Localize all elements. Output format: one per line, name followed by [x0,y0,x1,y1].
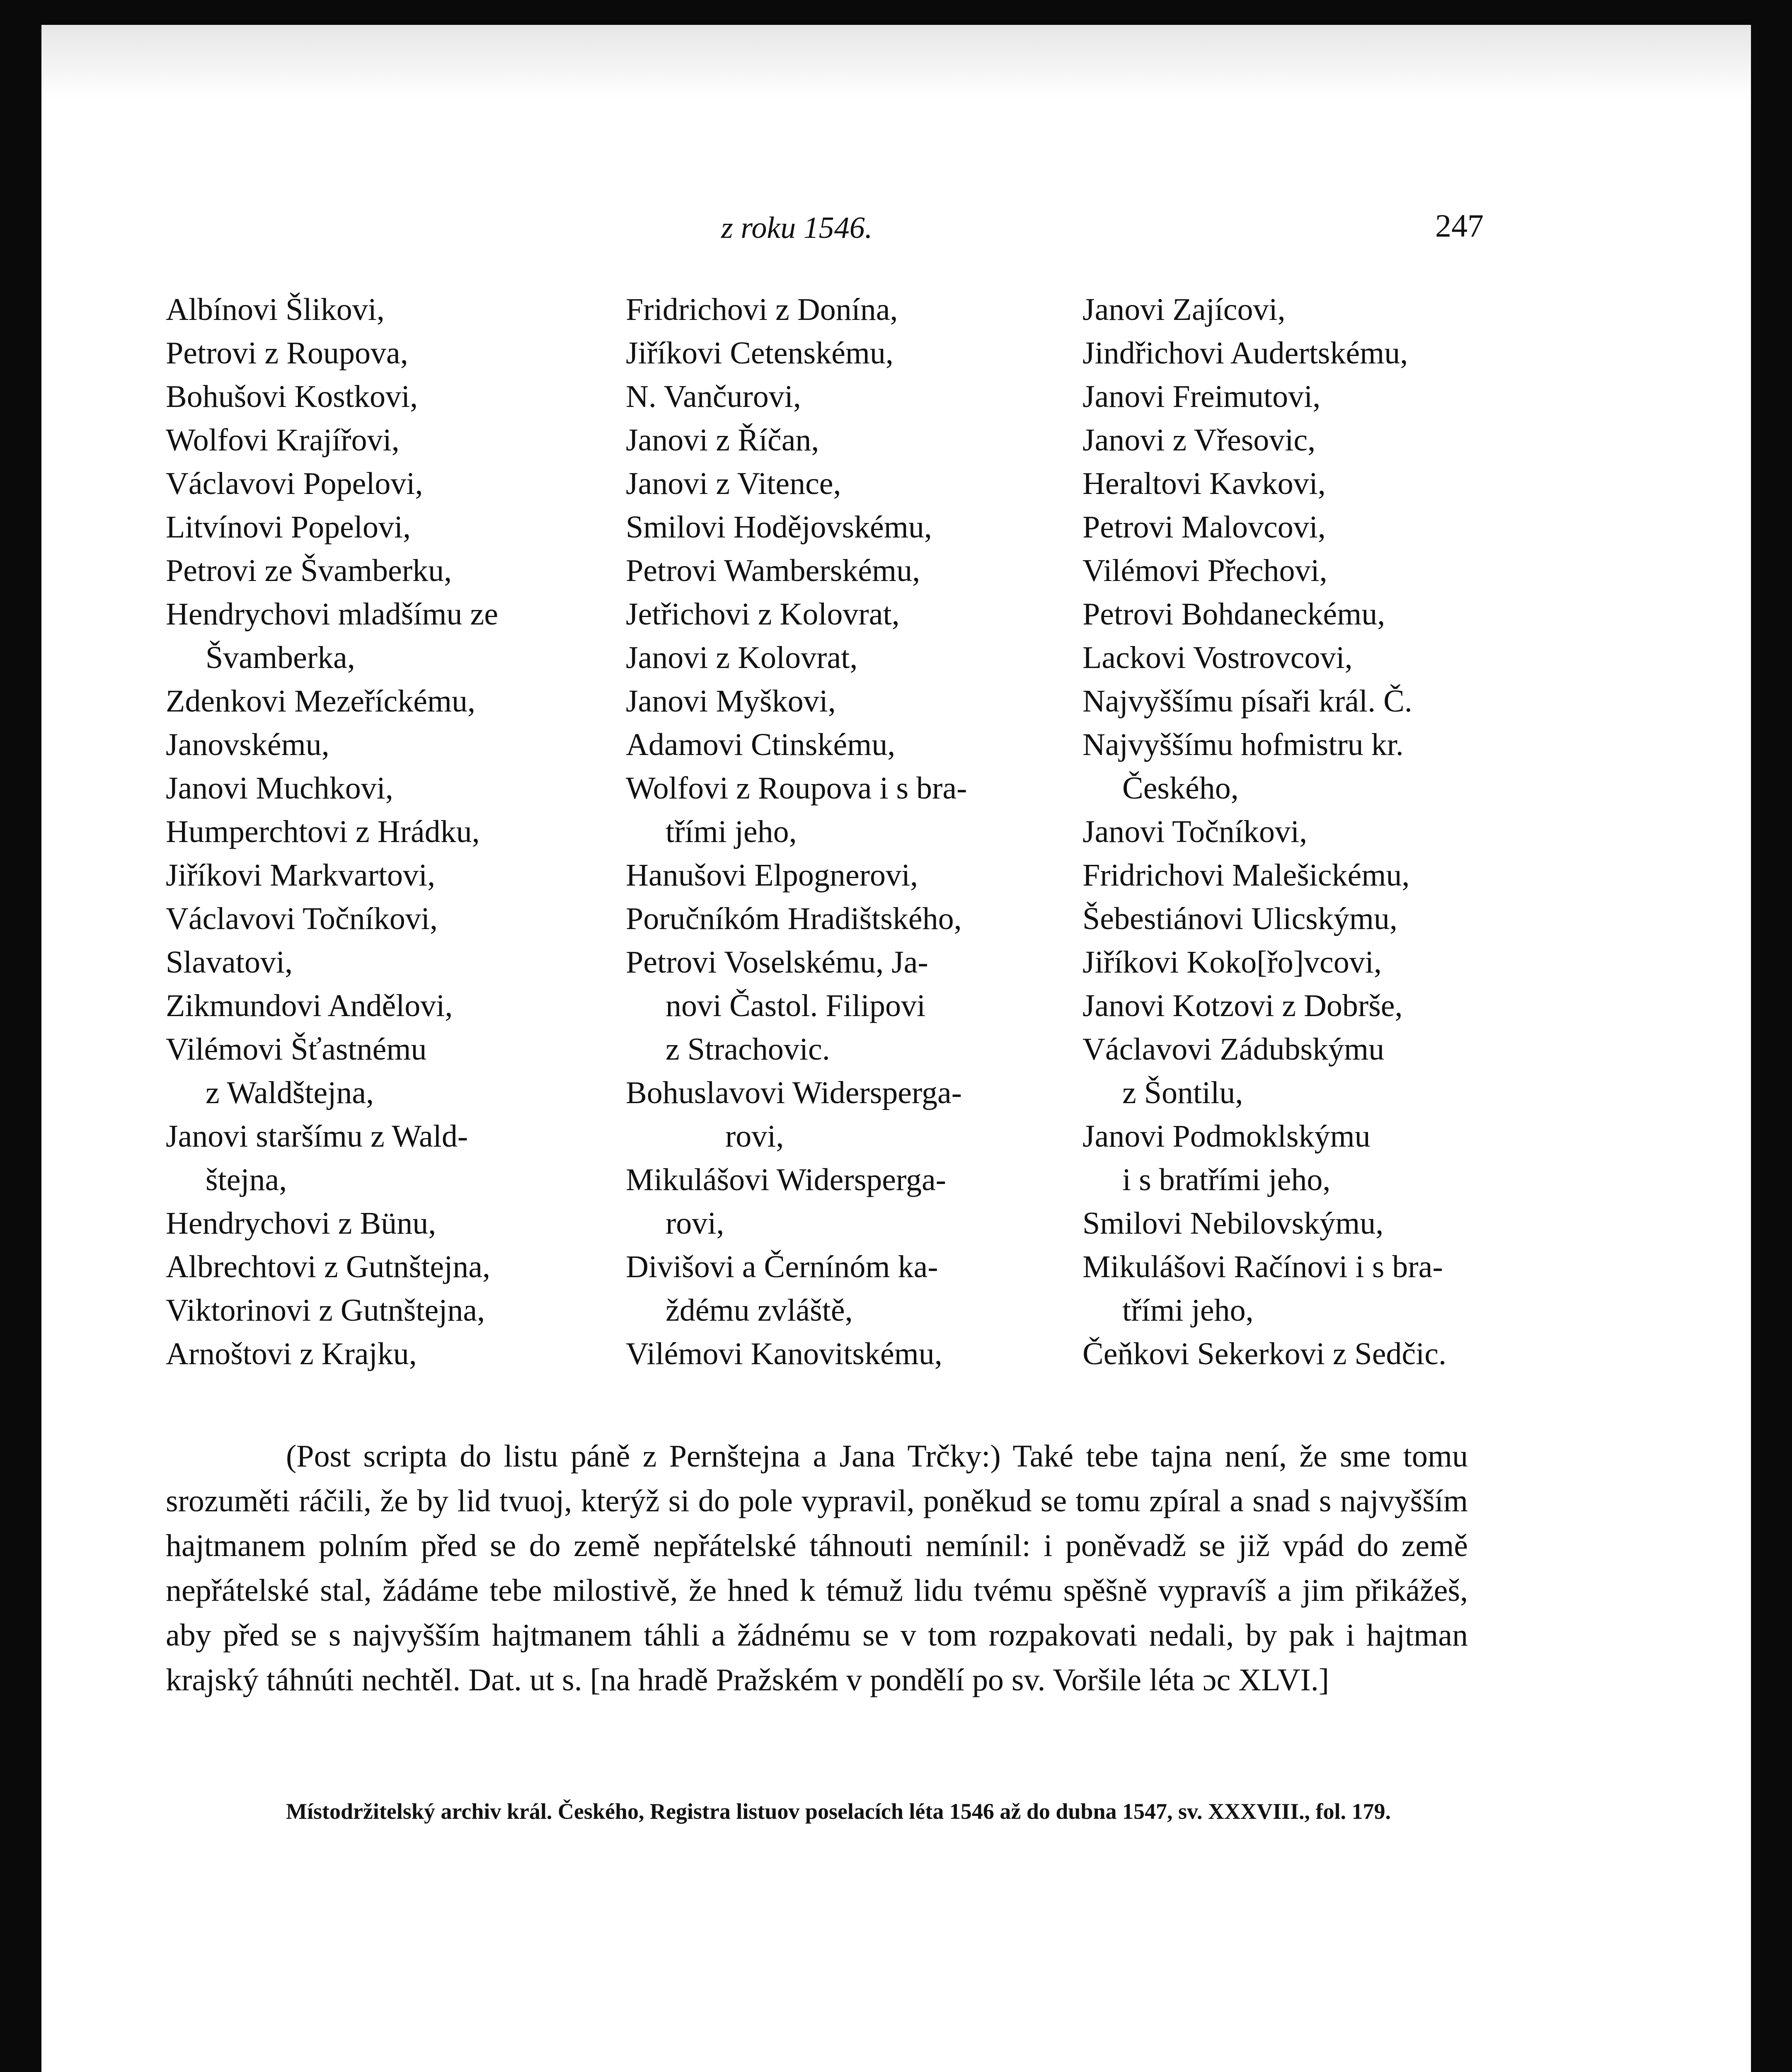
recipient-line: Vilémovi Kanovitskému, [626,1336,942,1371]
recipient-line: Wolfovi z Roupova i s bra- [626,771,967,806]
scan-border-top [0,0,1792,25]
recipient-line: Adamovi Ctinskému, [626,727,896,762]
recipient-line: Vilémovi Šťastnému [166,1032,427,1067]
recipient-line: Janovi z Říčan, [626,423,819,457]
recipient-line: Janovi z Vřesovic, [1082,423,1316,457]
recipient-column-1 [166,288,498,1376]
recipient-line: Albínovi Šlikovi, [166,292,385,327]
recipient-line: Mikulášovi Widersperga- [626,1162,946,1197]
recipient-line: z Waldštejna, [206,1075,374,1110]
recipient-line: Albrechtovi z Gutnštejna, [166,1249,491,1284]
scan-shade [41,25,1751,99]
postscript-paragraph: (Post scripta do listu páně z Pernštejna a Jana Trčky:) Také tebe tajna není, že sme tomu srozuměti ráčili, že by lid tvuoj, kterýž si do pole vypravil, poněkud se tomu zpíral a snad s najvyšším hajtmanem polním před se do země nepřátelské táhnouti nemínil: i poněvadž se již vpád do země nepřátelské stal, žádáme tebe milostivě, že hned k témuž lidu tvému spěšně vypravíš a jim přikážeš, aby před se s najvyšším hajtmanem táhli a žádnému se v tom rozpakovati nedali, by pak i hajtman krajský táhnúti nechtěl. Dat. ut s. [na hradě Pražském v pondělí po sv. Voršile léta ɔc XLVI.] [166,1439,1468,1697]
recipient-line: Hendrychovi mladšímu ze [166,597,499,632]
recipient-line: Mikulášovi Račínovi i s bra- [1082,1249,1443,1284]
recipient-line: Janovi Muchkovi, [166,771,393,806]
recipient-line: Václavovi Zádubskýmu [1082,1032,1385,1067]
recipient-column-2 [626,288,967,1376]
recipient-line: Smilovi Hodějovskému, [626,510,932,545]
page-number: 247 [1435,208,1484,244]
recipient-line: Janovi Kotzovi z Dobrše, [1082,988,1403,1023]
recipient-line: Bohušovi Kostkovi, [166,379,418,414]
recipient-line: ždému zvláště, [666,1293,853,1328]
recipient-line: Poručníkóm Hradištského, [626,901,962,936]
scan-border-left [0,0,41,2072]
recipient-line: Šebestiánovi Ulicskýmu, [1082,901,1397,936]
recipient-line: Janovi Zajícovi, [1082,292,1286,327]
recipient-line: třími jeho, [1122,1293,1254,1328]
recipient-line: Čeňkovi Sekerkovi z Sedčic. [1082,1336,1447,1371]
running-head: z roku 1546. [721,211,873,245]
recipient-line: Humperchtovi z Hrádku, [166,814,480,849]
recipient-line: Janovi Freimutovi, [1082,379,1321,414]
recipient-line: Najvyššímu hofmistru kr. [1082,727,1404,762]
recipient-line: rovi, [725,1119,784,1154]
recipient-line: Heraltovi Kavkovi, [1082,466,1326,501]
recipient-line: i s bratřími jeho, [1122,1162,1331,1197]
recipient-line: Viktorinovi z Gutnštejna, [166,1293,485,1328]
recipient-line: Václavovi Popelovi, [166,466,423,501]
recipient-column-3 [1082,288,1446,1376]
recipient-line: Najvyššímu písaři král. Č. [1082,684,1412,719]
recipient-line: Hanušovi Elpognerovi, [626,858,918,893]
recipient-line: Zikmundovi Andělovi, [166,988,453,1023]
recipient-line: Petrovi z Roupova, [166,336,408,370]
recipient-line: Wolfovi Krajířovi, [166,423,400,457]
source-citation: Místodržitelský archiv král. Českého, Registra listuov poselacích léta 1546 až do dubna 1547, sv. XXXVIII., fol. 179. [286,1799,1391,1824]
recipient-line: štejna, [206,1162,287,1197]
recipient-line: Petrovi Wamberskému, [626,553,920,588]
recipient-line: Hendrychovi z Bünu, [166,1206,436,1241]
recipient-line: Fridrichovi z Donína, [626,292,898,327]
recipient-line: novi Častol. Filipovi [666,988,926,1023]
recipient-line: Lackovi Vostrovcovi, [1082,640,1353,675]
recipient-line: Václavovi Točníkovi, [166,901,438,936]
recipient-line: třími jeho, [666,814,797,849]
recipient-line: Janovi Podmoklskýmu [1082,1119,1371,1154]
recipient-line: Českého, [1122,771,1239,806]
recipient-line: Janovi Točníkovi, [1082,814,1308,849]
recipient-line: Jindřichovi Audertskému, [1082,336,1408,370]
recipient-line: Jiříkovi Cetenskému, [626,336,894,370]
recipient-line: Petrovi Voselskému, Ja- [626,945,928,980]
recipient-line: Janovi z Kolovrat, [626,640,858,675]
recipient-line: Jetřichovi z Kolovrat, [626,597,900,632]
recipient-line: z Šontilu, [1122,1075,1243,1110]
recipient-line: Slavatovi, [166,945,293,980]
recipient-line: Petrovi Malovcovi, [1082,510,1326,545]
recipient-line: Petrovi ze Švamberku, [166,553,452,588]
recipient-line: Litvínovi Popelovi, [166,510,411,545]
scan-border-right [1751,0,1792,2072]
recipient-line: Petrovi Bohdaneckému, [1082,597,1385,632]
recipient-line: Janovi z Vitence, [626,466,841,501]
recipient-line: Arnoštovi z Krajku, [166,1336,417,1371]
recipient-line: Jiříkovi Koko[řo]vcovi, [1082,945,1382,980]
recipient-line: Fridrichovi Malešickému, [1082,858,1410,893]
recipient-line: N. Vančurovi, [626,379,801,414]
recipient-line: Vilémovi Přechovi, [1082,553,1327,588]
recipient-line: Jiříkovi Markvartovi, [166,858,436,893]
recipient-line: Bohuslavovi Widersperga- [626,1075,962,1110]
recipient-line: Janovi staršímu z Wald- [166,1119,468,1154]
recipient-line: Janovskému, [166,727,329,762]
recipient-line: rovi, [666,1206,724,1241]
recipient-line: Divišovi a Černínóm ka- [626,1249,938,1284]
recipient-line: Švamberka, [206,640,355,675]
recipient-line: Smilovi Nebilovskýmu, [1082,1206,1384,1241]
recipient-line: z Strachovic. [666,1032,830,1067]
recipient-line: Zdenkovi Mezeříckému, [166,684,476,719]
recipient-line: Janovi Myškovi, [626,684,836,719]
